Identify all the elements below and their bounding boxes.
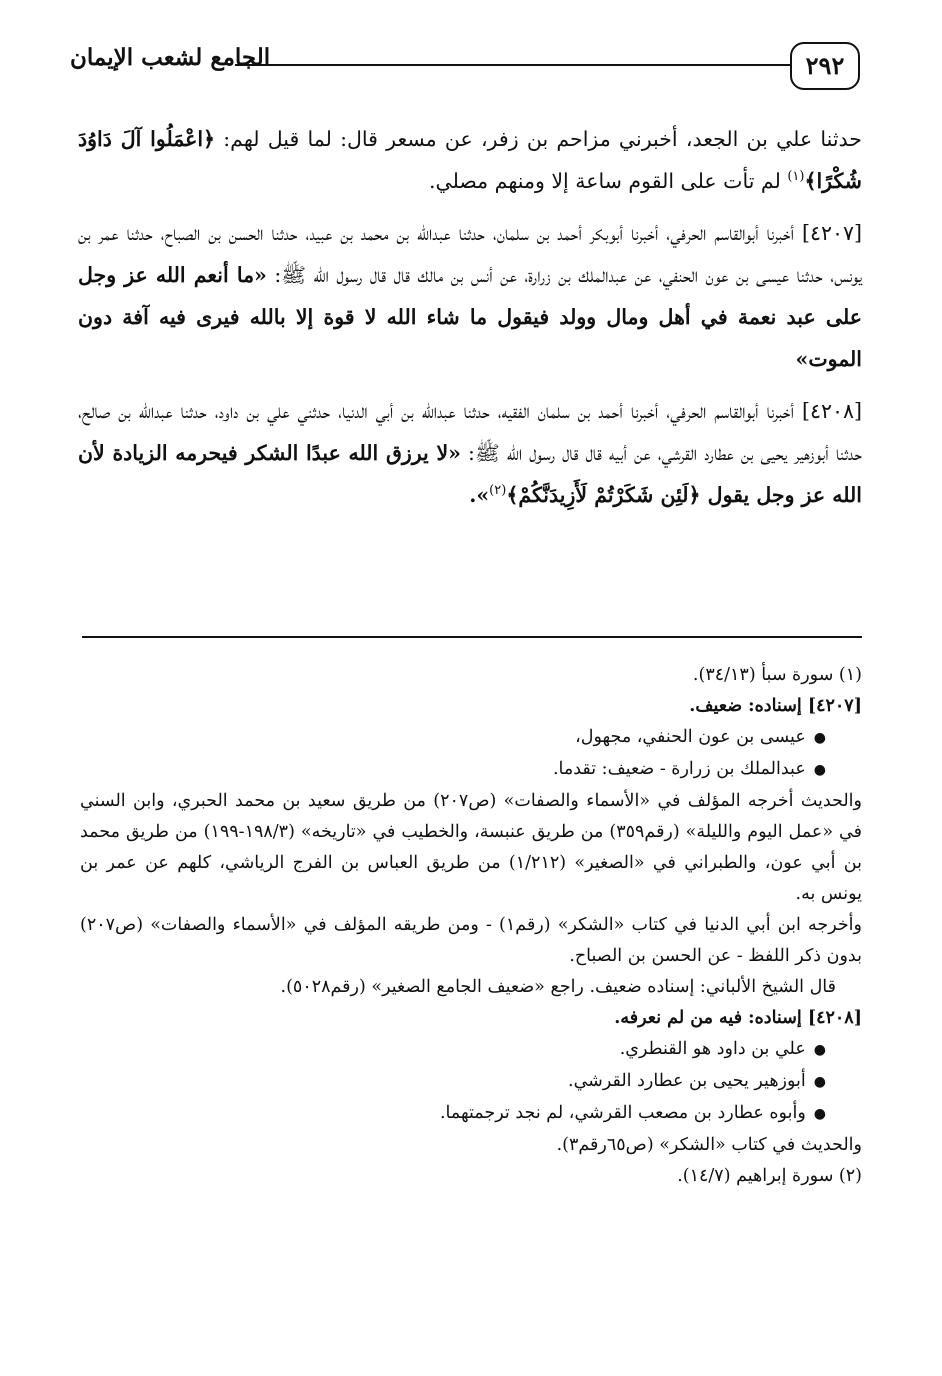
page-number: ٢٩٢ xyxy=(790,42,860,90)
note-4208-label: [٤٢٠٨] إسناده: xyxy=(748,1008,862,1028)
footnote-divider xyxy=(82,636,862,638)
main-text xyxy=(78,118,862,526)
list-item-text: أبوزهير يحيى بن عطارد القرشي. xyxy=(568,1071,806,1091)
bullet-icon: ● xyxy=(813,730,826,746)
bullet-icon: ● xyxy=(813,762,826,778)
intro-paragraph xyxy=(78,118,862,202)
list-item-text: علي بن داود هو القنطري. xyxy=(619,1039,806,1059)
list-item xyxy=(80,754,862,786)
footnote-2: (٢) سورة إبراهيم (١٤/٧). xyxy=(677,1166,862,1186)
hadith-4207-isnad: [٤٢٠٧] أخبرنا أبوالقاسم الحرفي، أخبرنا أبوبكر أحمد بن سلمان، حدثنا عبدالله بن محمد بن عبيد، حدثنا الحسن بن الصباح، حدثنا عمر بن يونس، حدثنا عيسى بن عون الحنفي، عن عبدالملك بن زرارة، عن أنس بن مالك قال قال رسول الله ﷺ: xyxy=(78,221,862,287)
bullet-icon: ● xyxy=(813,1042,826,1058)
note-4207-label: [٤٢٠٧] إسناده: xyxy=(748,696,862,716)
hadith-4208-isnad: [٤٢٠٨] أخبرنا أبوالقاسم الحرفي، أخبرنا أحمد بن سلمان الفقيه، حدثنا عبدالله بن أبي الدنيا، حدثني علي بن داود، حدثنا عبدالله بن صالح، حدثنا أبوزهير يحيى بن عطارد القرشي، عن أبيه قال قال رسول الله ﷺ: xyxy=(78,399,862,465)
bullet-icon: ● xyxy=(813,1106,826,1122)
footnote-ref-1: (١) xyxy=(787,169,805,185)
note-4207-grade-text: ضعيف. xyxy=(689,696,749,716)
list-item-text: عيسى بن عون الحنفي، مجهول، xyxy=(575,727,806,747)
intro-text-end: لم تأت على القوم ساعة إلا ومنهم مصلي. xyxy=(429,169,788,193)
book-title: الجامع لشعب الإيمان xyxy=(70,44,271,71)
list-item-text: عبدالملك بن زرارة - ضعيف: تقدما. xyxy=(552,759,806,779)
bullet-icon: ● xyxy=(813,1074,826,1090)
hadith-4208 xyxy=(78,390,862,516)
footnote-1: (١) سورة سبأ (٣٤/١٣). xyxy=(692,665,862,685)
hadith-4207 xyxy=(78,212,862,380)
list-item-text: وأبوه عطارد بن مصعب القرشي، لم نجد ترجمتهما. xyxy=(439,1103,806,1123)
note-4208-grade-text: فيه من لم نعرفه. xyxy=(614,1008,749,1028)
quran-verse: ﴿اعْمَلُوا آلَ دَاوُدَ شُكْرًا﴾ xyxy=(78,127,862,193)
list-item xyxy=(80,1034,862,1066)
list-item xyxy=(80,1066,862,1098)
list-item xyxy=(80,1098,862,1130)
list-item xyxy=(80,722,862,754)
note-4207-albani: قال الشيخ الألباني: إسناده ضعيف. راجع «ضعيف الجامع الصغير» (رقم٥٠٢٨). xyxy=(280,977,836,997)
header-rule xyxy=(235,64,790,66)
note-4207-grade xyxy=(80,691,862,722)
note-4208-grade xyxy=(80,1003,862,1034)
note-4207-takhrij-2: وأخرجه ابن أبي الدنيا في كتاب «الشكر» (رقم١) - ومن طريقه المؤلف في «الأسماء والصفات» (ص٢٠٧) بدون ذكر اللفظ - عن الحسن بن الصباح. xyxy=(80,915,862,966)
hadith-4208-matn: «لا يرزق الله عبدًا الشكر فيحرمه الزيادة لأن الله عز وجل يقول ﴿لَئِن شَكَرْتُمْ لَأَزِيدَنَّكُمْ﴾ xyxy=(78,441,862,507)
footnotes xyxy=(80,660,862,1192)
hadith-4207-matn: «ما أنعم الله عز وجل على عبد نعمة في أهل ومال وولد فيقول ما شاء الله لا قوة إلا بالله فيرى فيه آفة دون الموت» xyxy=(78,263,862,371)
note-4208-takhrij: والحديث في كتاب «الشكر» (ص٦٥رقم٣). xyxy=(556,1135,862,1155)
page-header xyxy=(70,36,860,98)
hadith-4208-end: ». xyxy=(469,483,490,507)
note-4207-takhrij-1: والحديث أخرجه المؤلف في «الأسماء والصفات» (ص٢٠٧) من طريق سعيد بن محمد الحبري، وابن السني في «عمل اليوم والليلة» (رقم٣٥٩) من طريق عنبسة، والخطيب في «تاريخه» (١٩٨/٣-١٩٩) من طريق محمد بن أبي عون، والطبراني في «الصغير» (١/٢١٢) من طريق العباس بن الفرج الرياشي، كلهم عن عمر بن يونس به. xyxy=(80,791,862,904)
intro-text: حدثنا علي بن الجعد، أخبرني مزاحم بن زفر، عن مسعر قال: لما قيل لهم: xyxy=(215,127,862,151)
footnote-ref-2: (٢) xyxy=(489,483,507,499)
